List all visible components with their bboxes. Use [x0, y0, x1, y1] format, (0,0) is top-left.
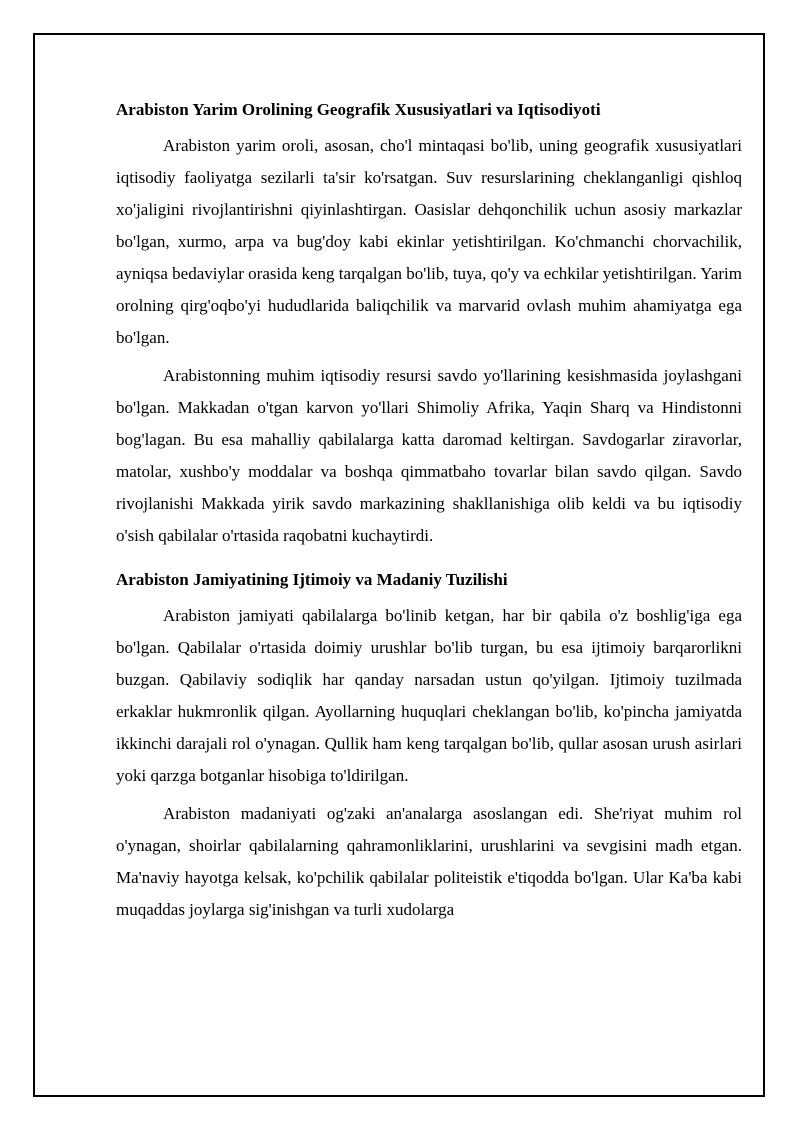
paragraph-culture: Arabiston madaniyati og'zaki an'analarga asoslangan edi. She'riyat muhim rol o'ynagan, shoirlar qabilalarning qahramonliklarini, urushlarini va sevgisini madh etgan. Ma'naviy hayotga kelsak, ko'pchilik qabilalar politeistik e'tiqodda bo'lgan. Ular Ka'ba kabi muqaddas joylarga sig'inishgan va turli xudolarga: [116, 804, 742, 919]
section-heading-geography-economy: Arabiston Yarim Orolining Geografik Xususiyatlari va Iqtisodiyoti: [116, 100, 601, 119]
section-heading-society-culture: Arabiston Jamiyatining Ijtimoiy va Madaniy Tuzilishi: [116, 570, 508, 589]
document-body: [116, 96, 742, 932]
paragraph-geography: Arabiston yarim oroli, asosan, cho'l mintaqasi bo'lib, uning geografik xususiyatlari iqtisodiy faoliyatga sezilarli ta'sir ko'rsatgan. Suv resurslarining cheklanganligi qishloq xo'jaligini rivojlantirishni qiyinlashtirgan. Oasislar dehqonchilik uchun asosiy markazlar bo'lgan, xurmo, arpa va bug'doy kabi ekinlar yetishtirilgan. Ko'chmanchi chorvachilik, ayniqsa bedaviylar orasida keng tarqalgan bo'lib, tuya, qo'y va echkilar yetishtirilgan. Yarim orolning qirg'oqbo'yi hududlarida baliqchilik va marvarid ovlash muhim ahamiyatga ega bo'lgan.: [116, 136, 742, 347]
paragraph-trade: Arabistonning muhim iqtisodiy resursi savdo yo'llarining kesishmasida joylashgani bo'lgan. Makkadan o'tgan karvon yo'llari Shimoliy Afrika, Yaqin Sharq va Hindistonni bog'lagan. Bu esa mahalliy qabilalarga katta daromad keltirgan. Savdogarlar ziravorlar, matolar, xushbo'y moddalar va boshqa qimmatbaho tovarlar bilan savdo qilgan. Savdo rivojlanishi Makkada yirik savdo markazining shakllanishiga olib keldi va bu iqtisodiy o'sish qabilalar o'rtasida raqobatni kuchaytirdi.: [116, 366, 742, 545]
paragraph-society: Arabiston jamiyati qabilalarga bo'linib ketgan, har bir qabila o'z boshlig'iga ega bo'lgan. Qabilalar o'rtasida doimiy urushlar bo'lib turgan, bu esa ijtimoiy barqarorlikni buzgan. Qabilaviy sodiqlik har qanday narsadan ustun qo'yilgan. Ijtimoiy tuzilmada erkaklar hukmronlik qilgan. Ayollarning huquqlari cheklangan bo'lib, ko'pincha jamiyatda ikkinchi darajali rol o'ynagan. Qullik ham keng tarqalgan bo'lib, qullar asosan urush asirlari yoki qarzga botganlar hisobiga to'ldirilgan.: [116, 606, 742, 785]
